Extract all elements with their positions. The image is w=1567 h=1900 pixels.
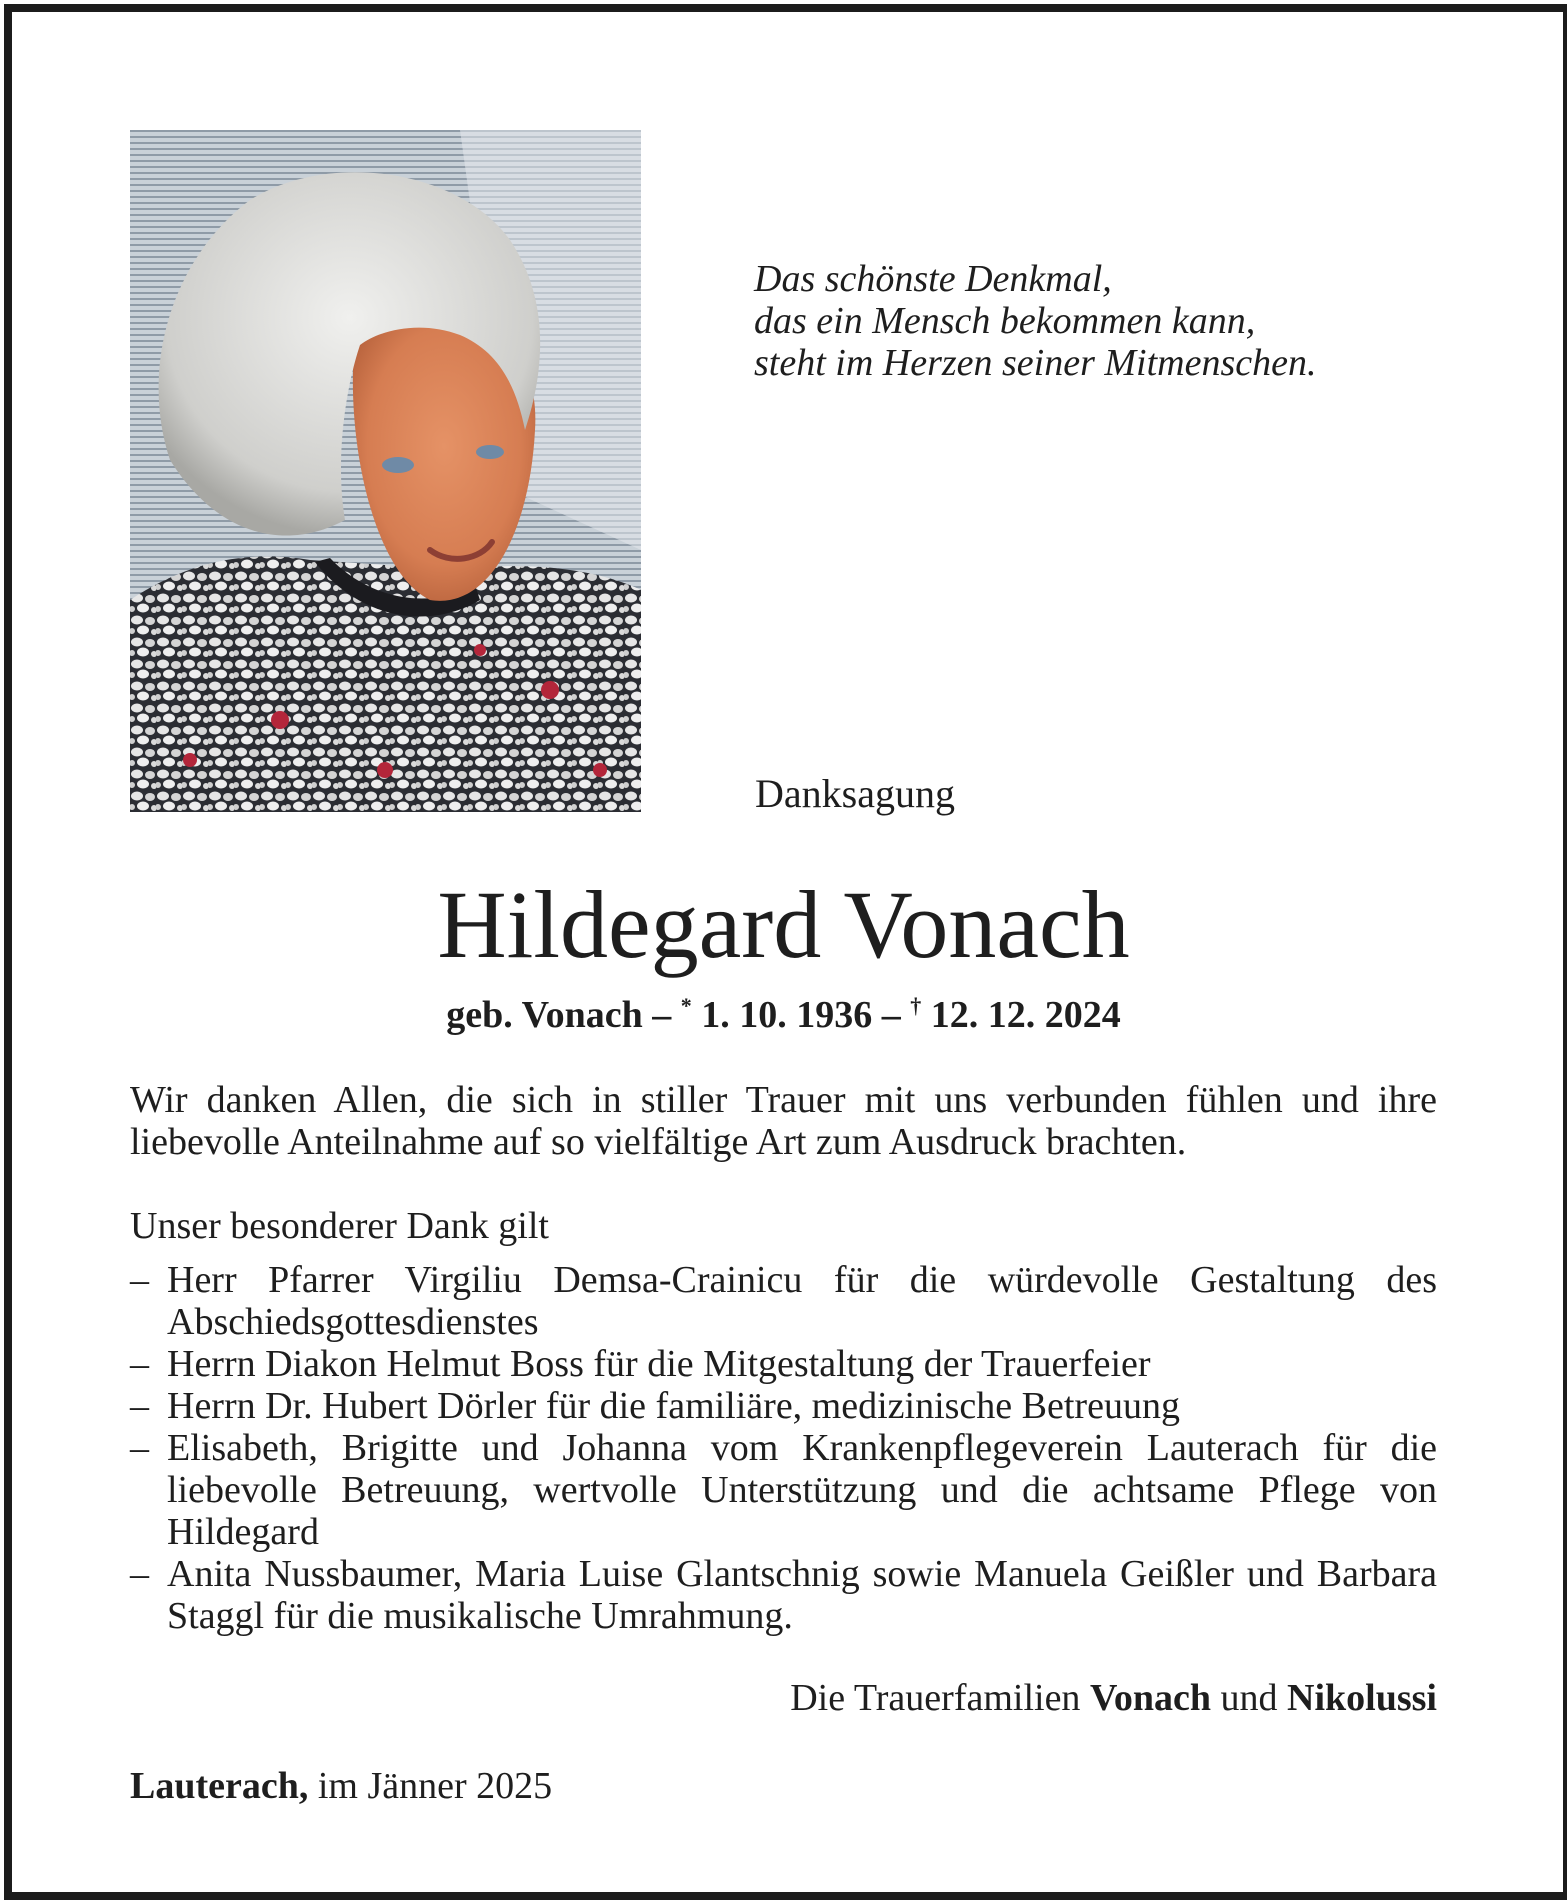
quote-line: Das schönste Denkmal, [754, 258, 1112, 300]
list-item-text: Anita Nussbaumer, Maria Luise Glantschnig sowie Manuela Geißler und Barbara Staggl für die musikalische Umrahmung. [167, 1553, 1437, 1637]
dash-bullet: – [130, 1259, 149, 1301]
date-separator: – [652, 994, 672, 1036]
thanks-paragraph: Wir danken Allen, die sich in stiller Trauer mit uns verbunden fühlen und ihre liebevolle Anteilnahme auf so vielfältige Art zum Ausdruck brachten. [130, 1079, 1437, 1163]
special-thanks-intro: Unser besonderer Dank gilt [130, 1205, 549, 1247]
list-item [130, 1553, 1437, 1637]
memorial-quote [754, 258, 1317, 384]
notice-type-label: Danksagung [755, 771, 955, 816]
list-item-text: Herr Pfarrer Virgiliu Demsa-Crainicu für die würdevolle Gestaltung des Abschiedsgottesdienstes [167, 1259, 1437, 1343]
life-dates [0, 993, 1567, 1037]
special-thanks-list [130, 1259, 1437, 1637]
dash-bullet: – [130, 1343, 149, 1385]
place: Lauterach, [130, 1765, 309, 1807]
list-item [130, 1427, 1437, 1553]
dash-bullet: – [130, 1553, 149, 1595]
birth-name: geb. Vonach [446, 994, 643, 1036]
death-date: 12. 12. 2024 [930, 994, 1121, 1036]
quote-line: das ein Mensch bekommen kann, [754, 300, 1256, 342]
death-symbol: † [910, 993, 922, 1018]
place-and-date [130, 1764, 552, 1808]
family-name: Nikolussi [1287, 1677, 1437, 1719]
signature-prefix: Die Trauerfamilien [790, 1677, 1081, 1719]
family-signature [790, 1676, 1437, 1720]
list-item-text: Herrn Dr. Hubert Dörler für die familiäre, medizinische Betreuung [167, 1385, 1180, 1427]
date-separator: – [881, 994, 901, 1036]
dash-bullet: – [130, 1427, 149, 1469]
birth-symbol: * [680, 993, 692, 1018]
deceased-name: Hildegard Vonach [437, 871, 1130, 978]
family-name: Vonach [1089, 1677, 1212, 1719]
list-item-text: Elisabeth, Brigitte und Johanna vom Krankenpflegeverein Lauterach für die liebevolle Betreuung, wertvolle Unterstützung und die achtsame Pflege von Hildegard [167, 1427, 1437, 1553]
quote-line: steht im Herzen seiner Mitmenschen. [754, 342, 1317, 384]
list-item-text: Herrn Diakon Helmut Boss für die Mitgestaltung der Trauerfeier [167, 1343, 1151, 1385]
birth-date: 1. 10. 1936 [701, 994, 873, 1036]
list-item [130, 1259, 1437, 1343]
dash-bullet: – [130, 1385, 149, 1427]
list-item [130, 1385, 1437, 1427]
date: im Jänner 2025 [317, 1765, 553, 1807]
portrait-photo [130, 130, 641, 812]
list-item [130, 1343, 1437, 1385]
signature-conjunction: und [1220, 1677, 1278, 1719]
